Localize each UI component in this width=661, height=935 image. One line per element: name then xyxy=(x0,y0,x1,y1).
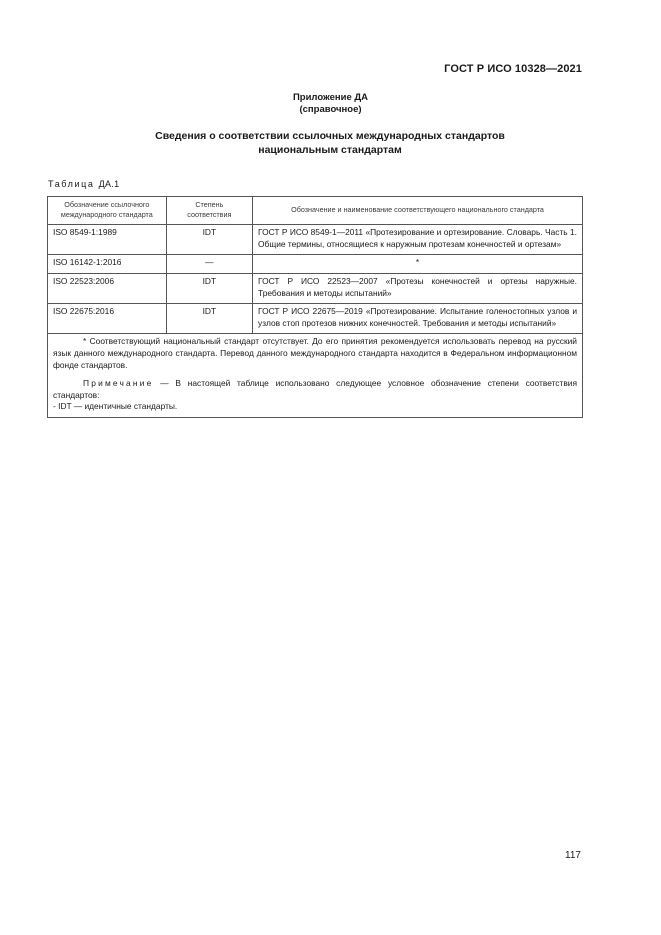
cell-reference: ISO 8549-1:1989 xyxy=(48,225,167,255)
cell-degree: IDT xyxy=(166,304,252,334)
note-paragraph xyxy=(53,378,577,401)
cell-national: ГОСТ Р ИСО 22523—2007 «Протезы конечностей и ортезы наружные. Требования и методы испытаний» xyxy=(253,273,583,303)
cell-reference: ISO 16142-1:2016 xyxy=(48,255,167,274)
table-row xyxy=(48,304,583,334)
table-footnote-row xyxy=(48,334,583,418)
note-text: — В настоящей таблице использовано следующее условное обозначение степени соответствия стандартов: xyxy=(53,378,577,400)
appendix-subtitle: (справочное) xyxy=(299,104,362,115)
section-title-line-1: Сведения о соответствии ссылочных международных стандартов xyxy=(155,130,505,142)
appendix-heading xyxy=(0,92,661,116)
header-degree: Степень соответствия xyxy=(166,197,252,225)
document-code: ГОСТ Р ИСО 10328—2021 xyxy=(444,63,582,75)
table-header-row xyxy=(48,197,583,225)
note-label: Примечание xyxy=(83,378,154,389)
footnote-text: * Соответствующий национальный стандарт отсутствует. До его принятия рекомендуется использовать перевод на русский язык данного международного стандарта. Перевод данного международного стандарта находится в Федеральном информационном фонде стандартов. xyxy=(53,336,577,370)
section-title-line-2: национальным стандартам xyxy=(258,143,402,156)
note-item: - IDT — идентичные стандарты. xyxy=(53,401,178,412)
table-label-number: ДА.1 xyxy=(98,179,120,189)
cell-reference: ISO 22675:2016 xyxy=(48,304,167,334)
page-number: 117 xyxy=(565,850,581,861)
table-row xyxy=(48,273,583,303)
cell-national: ГОСТ Р ИСО 8549-1—2011 «Протезирование и ортезирование. Словарь. Часть 1. Общие термины, относящиеся к наружным протезам конечностей и ортезам» xyxy=(253,225,583,255)
header-reference-standard: Обозначение ссылочного международного стандарта xyxy=(48,197,167,225)
cell-degree: IDT xyxy=(166,225,252,255)
cell-national: ГОСТ Р ИСО 22675—2019 «Протезирование. Испытание голеностопных узлов и узлов стоп протезов нижних конечностей. Требования и методы испытаний» xyxy=(253,304,583,334)
cell-degree: — xyxy=(166,255,252,274)
table-label-word: Таблица xyxy=(48,179,95,189)
appendix-title: Приложение ДА xyxy=(292,92,369,103)
table-row xyxy=(48,225,583,255)
table-row xyxy=(48,255,583,274)
correspondence-table xyxy=(47,196,583,418)
table-footnote-cell xyxy=(48,334,583,418)
table-label xyxy=(48,179,119,189)
cell-degree: IDT xyxy=(166,273,252,303)
cell-reference: ISO 22523:2006 xyxy=(48,273,167,303)
header-national-standard: Обозначение и наименование соответствующего национального стандарта xyxy=(253,197,583,225)
section-title xyxy=(80,130,580,157)
cell-national: * xyxy=(253,255,583,274)
